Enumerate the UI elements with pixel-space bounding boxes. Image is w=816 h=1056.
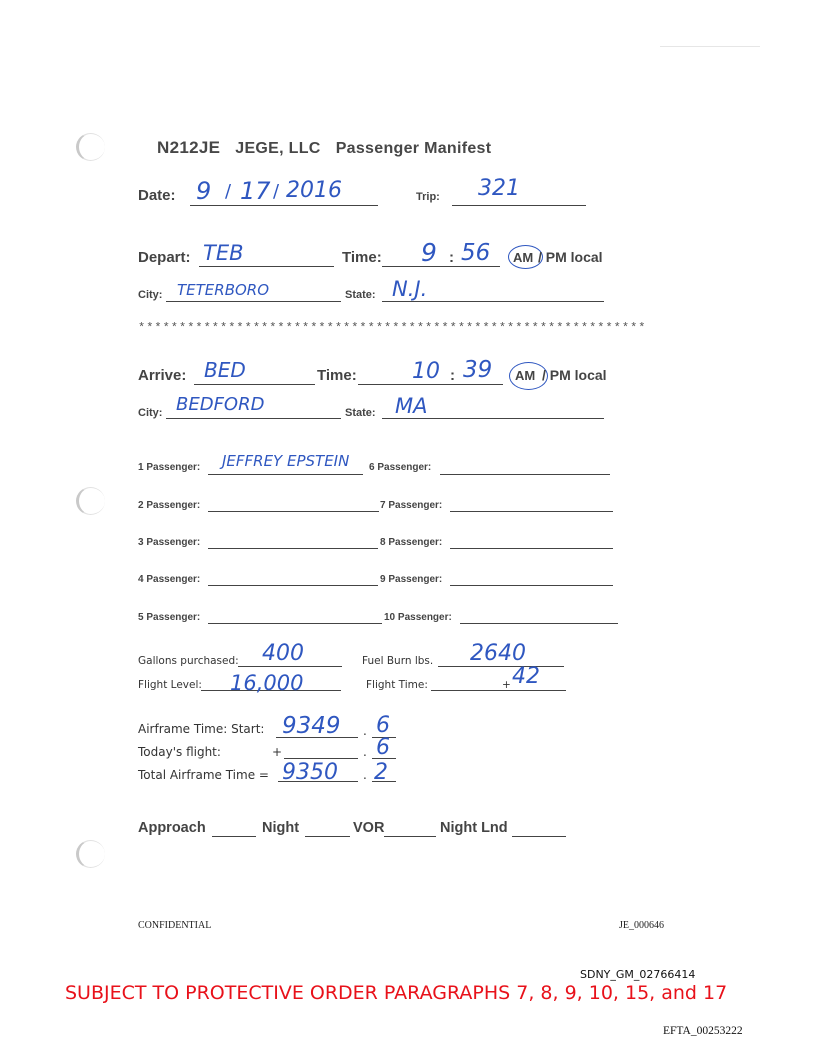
depart-time-line: [382, 266, 500, 267]
flight-level-value: 16,000: [230, 671, 304, 695]
passenger-9-line: [450, 585, 613, 586]
passenger-5-line: [208, 623, 382, 624]
arrive-line: [194, 384, 315, 385]
gallons-line: [238, 666, 342, 667]
total-airframe-decimal: 2: [374, 760, 388, 785]
night-line: [305, 836, 350, 837]
flight-time-value: 42: [512, 664, 540, 689]
date-line: [190, 205, 378, 206]
todays-flight-line: [284, 758, 358, 759]
airframe-start-value: 9349: [282, 713, 341, 739]
depart-pm-local: / PM local: [538, 249, 603, 265]
arrive-time-line: [358, 384, 503, 385]
date-label: Date:: [138, 187, 176, 204]
form-header: [157, 138, 491, 158]
arrive-am: AM: [515, 368, 536, 383]
arrive-city-line: [166, 418, 341, 419]
protective-order-notice: SUBJECT TO PROTECTIVE ORDER PARAGRAPHS 7, 8, 9, 10, 15, and 17: [65, 982, 728, 1004]
depart-time-label: Time:: [342, 249, 382, 266]
depart-city: TETERBORO: [177, 281, 270, 299]
flight-time-plus: +: [502, 679, 511, 691]
depart-city-line: [166, 301, 341, 302]
vor-line: [384, 836, 436, 837]
depart-label: Depart:: [138, 249, 191, 266]
total-airframe-label: Total Airframe Time =: [138, 768, 269, 782]
flight-time-line: [431, 690, 566, 691]
arrive-state-line: [382, 418, 604, 419]
todays-flight-label: Today's flight:: [138, 745, 221, 759]
passenger-9-label: 9 Passenger:: [380, 574, 443, 585]
arrive-label: Arrive:: [138, 367, 187, 384]
flight-level-label: Flight Level:: [138, 679, 202, 691]
form-title: Passenger Manifest: [335, 140, 492, 157]
depart-hour: 9: [421, 238, 437, 267]
todays-flight-dot: .: [363, 745, 367, 759]
depart-city-label: City:: [138, 289, 163, 301]
vor-label: VOR: [353, 820, 385, 836]
night-lnd-line: [512, 836, 566, 837]
date-day: 17: [240, 177, 271, 205]
passenger-10-label: 10 Passenger:: [384, 612, 452, 623]
section-separator: **************************************************************: [138, 321, 647, 335]
arrive-city-label: City:: [138, 407, 163, 419]
passenger-1-line: [208, 474, 363, 475]
passenger-4-line: [208, 585, 378, 586]
passenger-3-line: [208, 548, 378, 549]
depart-time-colon: :: [449, 249, 454, 266]
passenger-7-line: [450, 511, 613, 512]
arrive-minute: 39: [463, 357, 493, 383]
arrive-pm-local-text: PM local: [549, 367, 607, 383]
trip-value: 321: [478, 176, 520, 201]
passenger-2-label: 2 Passenger:: [138, 500, 201, 511]
passenger-3-label: 3 Passenger:: [138, 537, 201, 548]
confidential-mark: CONFIDENTIAL: [138, 920, 212, 931]
trip-line: [452, 205, 586, 206]
passenger-6-label: 6 Passenger:: [369, 462, 432, 473]
todays-flight-dec-line: [372, 758, 396, 759]
company-name: JEGE, LLC: [235, 140, 321, 157]
bates-number: JE_000646: [619, 920, 664, 931]
efta-number: EFTA_00253222: [663, 1025, 743, 1037]
sdny-stamp: SDNY_GM_02766414: [580, 968, 696, 981]
airframe-start-dot: .: [363, 724, 367, 738]
fuel-burn-label: Fuel Burn lbs.: [362, 655, 434, 667]
arrive-airport: BED: [204, 358, 246, 382]
gallons-value: 400: [262, 641, 304, 666]
total-airframe-dot: .: [363, 768, 367, 782]
binder-hole-middle: [76, 487, 105, 515]
todays-flight-plus: +: [272, 745, 283, 759]
fuel-burn-line: [438, 666, 564, 667]
passenger-8-label: 8 Passenger:: [380, 537, 443, 548]
airframe-start-decimal: 6: [376, 713, 390, 738]
depart-line: [199, 266, 334, 267]
airframe-start-label: Airframe Time: Start:: [138, 722, 265, 736]
passenger-8-line: [450, 548, 613, 549]
date-sep-1: /: [225, 181, 232, 202]
date-month: 9: [196, 177, 212, 205]
approach-line: [212, 836, 256, 837]
passenger-4-label: 4 Passenger:: [138, 574, 201, 585]
fuel-burn-value: 2640: [470, 641, 526, 666]
todays-flight-decimal: 6: [376, 735, 390, 760]
date-year: 2016: [286, 178, 342, 203]
passenger-6-line: [440, 474, 610, 475]
scan-mark-line: [660, 46, 760, 47]
night-label: Night: [262, 820, 300, 836]
arrive-hour: 10: [412, 359, 440, 384]
arrive-state: MA: [395, 394, 428, 418]
gallons-label: Gallons purchased:: [138, 655, 239, 667]
arrive-time-label: Time:: [317, 367, 357, 384]
total-airframe-dec-line: [372, 781, 396, 782]
depart-state-label: State:: [345, 289, 376, 301]
trip-label: Trip:: [416, 191, 440, 203]
night-lnd-label: Night Lnd: [440, 820, 508, 836]
passenger-2-line: [208, 511, 379, 512]
airframe-start-line: [276, 737, 358, 738]
approach-label: Approach: [138, 820, 206, 836]
total-airframe-line: [278, 781, 358, 782]
depart-airport: TEB: [203, 241, 244, 265]
depart-state: N.J.: [392, 277, 428, 301]
tail-number: N212JE: [157, 138, 221, 157]
date-sep-2: /: [273, 181, 280, 202]
arrive-pm-local: / PM local: [542, 367, 607, 383]
depart-am: AM: [513, 250, 534, 265]
flight-time-label: Flight Time:: [366, 679, 428, 691]
total-airframe-value: 9350: [282, 760, 338, 785]
passenger-5-label: 5 Passenger:: [138, 612, 201, 623]
arrive-state-label: State:: [345, 407, 376, 419]
depart-minute: 56: [461, 240, 491, 266]
passenger-7-label: 7 Passenger:: [380, 500, 443, 511]
passenger-1-label: 1 Passenger:: [138, 462, 201, 473]
binder-hole-top: [76, 133, 105, 161]
binder-hole-bottom: [76, 840, 105, 868]
passenger-1-name: JEFFREY EPSTEIN: [222, 452, 350, 470]
arrive-time-colon: :: [450, 367, 455, 384]
depart-state-line: [382, 301, 604, 302]
arrive-city: BEDFORD: [176, 394, 265, 415]
depart-pm-local-text: PM local: [545, 249, 603, 265]
passenger-10-line: [460, 623, 618, 624]
